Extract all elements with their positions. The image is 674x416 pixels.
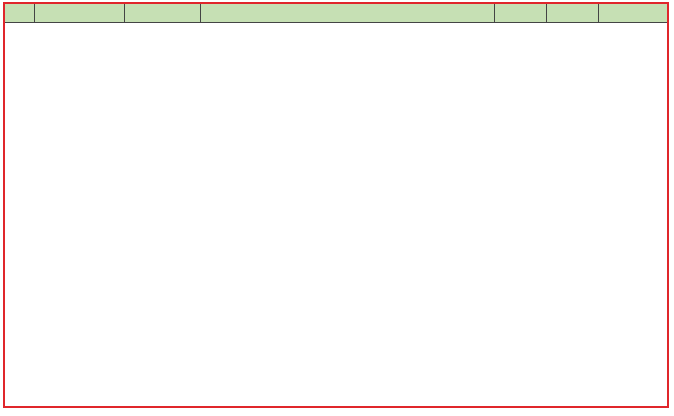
header-name <box>201 4 495 23</box>
header-no <box>5 4 35 23</box>
highlight-frame <box>3 2 669 408</box>
table-header <box>5 4 669 23</box>
header-type <box>495 4 547 23</box>
header-code <box>125 4 201 23</box>
header-school <box>35 4 125 23</box>
header-leader <box>547 4 599 23</box>
header-advisor <box>599 4 669 23</box>
project-table <box>4 3 669 23</box>
header-row <box>5 4 669 23</box>
